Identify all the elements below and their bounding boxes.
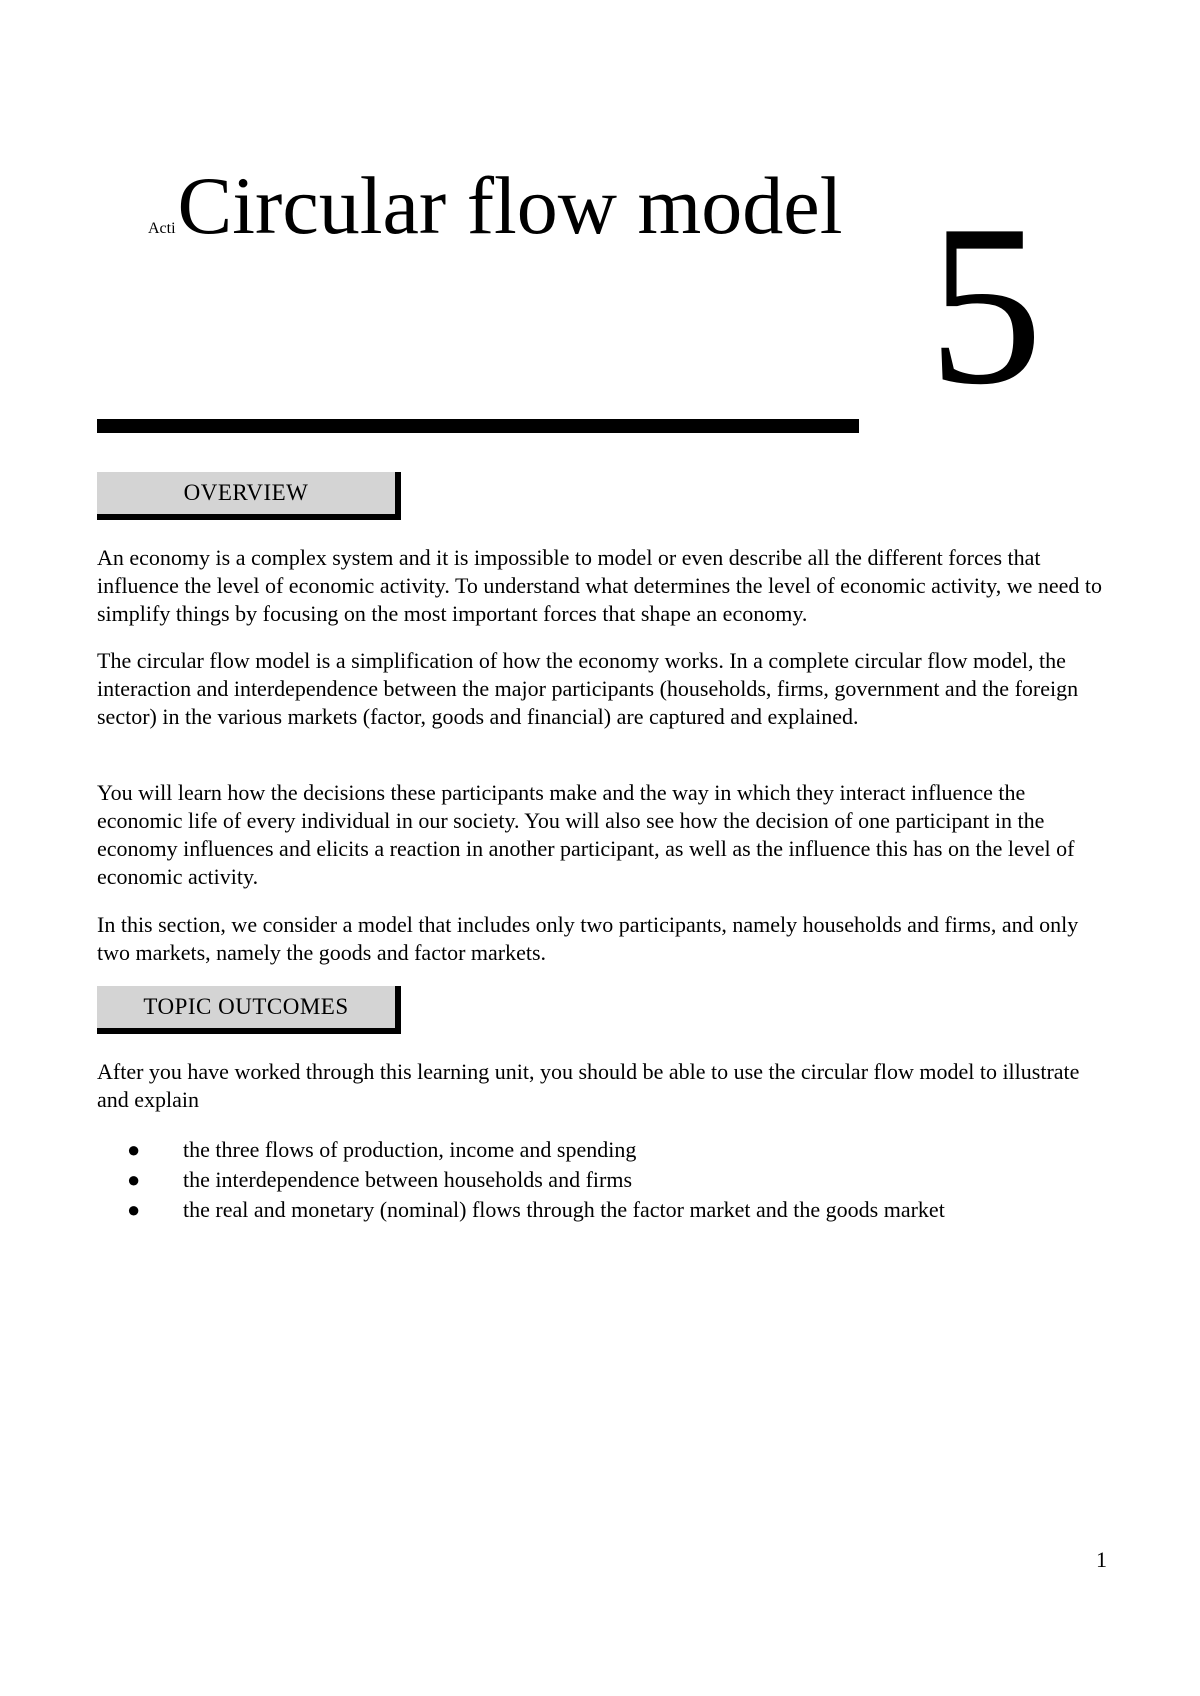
- list-item: [97, 1135, 1107, 1165]
- bullet-icon: ●: [127, 1137, 141, 1162]
- title-divider: [97, 419, 859, 433]
- list-item-text: the real and monetary (nominal) flows through the factor market and the goods market: [183, 1197, 945, 1222]
- list-item: [97, 1165, 1107, 1195]
- overview-heading: OVERVIEW: [97, 472, 401, 520]
- chapter-title: [148, 160, 843, 251]
- overview-paragraph-2: The circular flow model is a simplification of how the economy works. In a complete circular flow model, the interaction and interdependence between the major participants (households, firms, government and the foreign sector) in the various markets (factor, goods and financial) are captured and explained.: [97, 648, 1079, 729]
- overview-paragraph-3: You will learn how the decisions these participants make and the way in which they interact influence the economic life of every individual in our society. You will also see how the decision of one participant in the economy influences and elicits a reaction in another participant, as well as the influence this has on the level of economic activity.: [97, 780, 1075, 889]
- overview-paragraph-4: In this section, we consider a model that includes only two participants, namely households and firms, and only two markets, namely the goods and factor markets.: [97, 912, 1079, 965]
- bullet-icon: ●: [127, 1167, 141, 1192]
- overview-paragraph-1: An economy is a complex system and it is impossible to model or even describe all the different forces that influence the level of economic activity. To understand what determines the level of economic activity, we need to simplify things by focusing on the most important forces that shape an economy.: [97, 545, 1103, 626]
- outcomes-list: [97, 1135, 1107, 1225]
- page-number: 1: [1096, 1547, 1107, 1572]
- chapter-number: 5: [928, 177, 1043, 432]
- list-item-text: the interdependence between households and firms: [183, 1167, 633, 1192]
- topic-outcomes-heading: TOPIC OUTCOMES: [97, 986, 401, 1034]
- title-main: Circular flow model: [177, 160, 843, 251]
- list-item-text: the three flows of production, income and spending: [183, 1137, 637, 1162]
- list-item: [97, 1195, 1107, 1225]
- bullet-icon: ●: [127, 1197, 141, 1222]
- title-prefix: Acti: [148, 220, 176, 237]
- outcomes-intro: After you have worked through this learning unit, you should be able to use the circular flow model to illustrate and explain: [97, 1059, 1080, 1112]
